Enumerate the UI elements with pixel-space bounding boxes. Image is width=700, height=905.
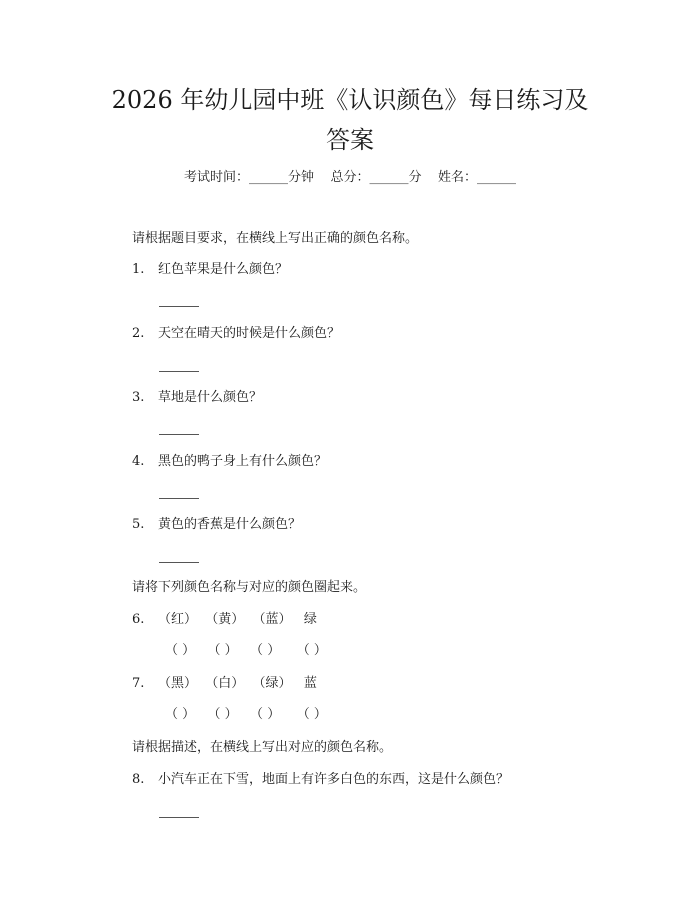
question-2 [132,324,340,344]
question-number: 6. [132,612,145,627]
page-title [80,80,620,160]
question-number: 8. [132,772,145,787]
answer-blank-4[interactable] [159,498,199,499]
section-2-instruction: 请将下列颜色名称与对应的颜色圈起来。 [132,580,367,595]
question-number: 7. [132,676,145,691]
answer-blank-3[interactable] [159,434,199,435]
question-6-answer-parens[interactable]: （ ） （ ） （ ） （ ） [165,643,327,658]
question-3 [132,388,262,408]
question-text: 黑色的鸭子身上有什么颜色？ [158,454,328,469]
section-3-instruction: 请根据描述，在横线上写出对应的颜色名称。 [132,740,393,755]
question-6 [132,610,158,630]
question-text: 黄色的香蕉是什么颜色？ [158,517,302,532]
question-8 [132,770,509,790]
title-line-1: 2026 年幼儿园中班《认识颜色》每日练习及 [111,86,589,114]
answer-blank-2[interactable] [159,371,199,372]
question-text: 小汽车正在下雪，地面上有许多白色的东西，这是什么颜色？ [158,772,510,787]
question-number: 2. [132,326,145,341]
question-5 [132,515,301,535]
question-7-options[interactable]: （黑） （白） （绿） 蓝 [158,676,317,691]
question-number: 5. [132,517,145,532]
question-text: 红色苹果是什么颜色？ [158,262,289,277]
answer-blank-5[interactable] [159,562,199,563]
question-7-answer-parens[interactable]: （ ） （ ） （ ） （ ） [165,707,327,722]
question-1 [132,260,288,280]
question-text: 天空在晴天的时候是什么颜色？ [158,326,341,341]
title-line-2: 答案 [326,126,374,154]
question-number: 4. [132,454,145,469]
question-text: 草地是什么颜色？ [158,390,263,405]
question-number: 1. [132,262,145,277]
question-7 [132,674,158,694]
answer-blank-8[interactable] [159,817,199,818]
question-4 [132,452,327,472]
question-6-options[interactable]: （红） （黄） （蓝） 绿 [158,612,317,627]
section-1-instruction: 请根据题目要求，在横线上写出正确的颜色名称。 [132,231,419,246]
exam-meta-line: 考试时间：______分钟 总分：______分 姓名：______ [183,170,517,185]
answer-blank-1[interactable] [159,306,199,307]
question-number: 3. [132,390,145,405]
